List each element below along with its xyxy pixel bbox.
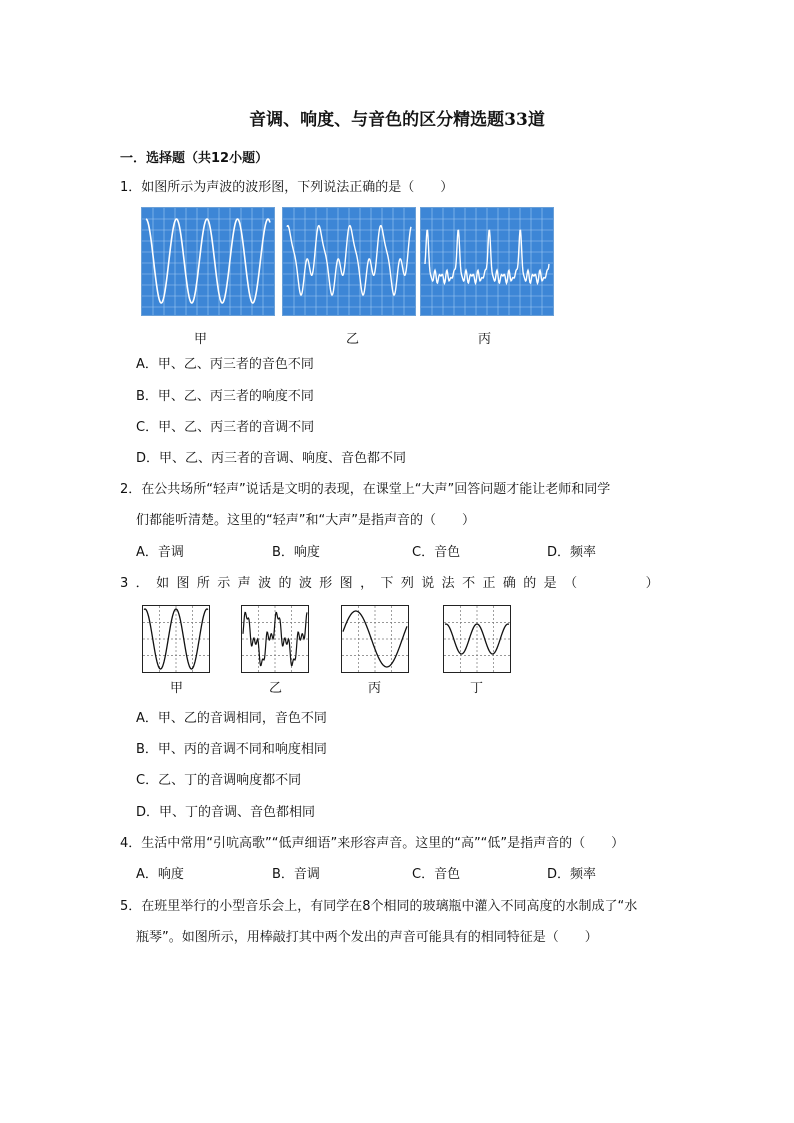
q3-caption-ding: 丁 xyxy=(470,681,484,696)
q4-option-b[interactable]: B．音调 xyxy=(272,867,320,882)
q3-caption-jia: 甲 xyxy=(170,681,184,696)
q4-option-d[interactable]: D．频率 xyxy=(547,867,597,882)
q3-option-c[interactable]: C．乙、丁的音调响度都不同 xyxy=(136,773,302,788)
question-2-stem-line2: 们都能听清楚。这里的“轻声”和“大声”是指声音的（ ） xyxy=(136,513,475,528)
q2-option-b[interactable]: B．响度 xyxy=(272,545,320,560)
q3-caption-yi: 乙 xyxy=(269,681,283,696)
question-5-stem-line2: 瓶琴”。如图所示，用棒敲打其中两个发出的声音可能具有的相同特征是（ ） xyxy=(136,930,598,945)
waveform-panel-yi xyxy=(282,207,416,316)
waveform-box-ding xyxy=(443,605,511,673)
waveform-panel-bing xyxy=(420,207,554,316)
document-title: 音调、响度、与音色的区分精选题33道 xyxy=(249,110,545,130)
q4-option-c[interactable]: C．音色 xyxy=(412,867,461,882)
question-3-stem: 3．如图所示声波的波形图，下列说法不正确的是（ ） xyxy=(120,576,667,591)
caption-yi: 乙 xyxy=(346,332,360,347)
question-4-stem: 4．生活中常用“引吭高歌”“低声细语”来形容声音。这里的“高”“低”是指声音的（ ） xyxy=(120,836,625,851)
q2-option-d[interactable]: D．频率 xyxy=(547,545,597,560)
q3-option-b[interactable]: B．甲、丙的音调不同和响度相同 xyxy=(136,742,327,757)
caption-jia: 甲 xyxy=(194,332,208,347)
q2-option-a[interactable]: A．音调 xyxy=(136,545,184,560)
q2-option-c[interactable]: C．音色 xyxy=(412,545,461,560)
question-2-stem-line1: 2．在公共场所“轻声”说话是文明的表现，在课堂上“大声”回答问题才能让老师和同学 xyxy=(120,482,611,497)
question-5-stem-line1: 5．在班里举行的小型音乐会上，有同学在8个相同的玻璃瓶中灌入不同高度的水制成了“水 xyxy=(120,899,638,914)
q3-option-d[interactable]: D．甲、丁的音调、音色都相同 xyxy=(136,805,316,820)
q1-option-b[interactable]: B．甲、乙、丙三者的响度不同 xyxy=(136,389,314,404)
waveform-box-yi xyxy=(241,605,309,673)
q4-option-a[interactable]: A．响度 xyxy=(136,867,184,882)
waveform-box-jia xyxy=(142,605,210,673)
section-heading: 一．选择题（共12小题） xyxy=(120,151,269,166)
waveform-panel-jia xyxy=(141,207,275,316)
q3-option-a[interactable]: A．甲、乙的音调相同，音色不同 xyxy=(136,711,327,726)
waveform-box-bing xyxy=(341,605,409,673)
q1-option-a[interactable]: A．甲、乙、丙三者的音色不同 xyxy=(136,357,314,372)
caption-bing: 丙 xyxy=(478,332,492,347)
question-1-stem: 1．如图所示为声波的波形图，下列说法正确的是（ ） xyxy=(120,180,454,195)
q1-option-d[interactable]: D．甲、乙、丙三者的音调、响度、音色都不同 xyxy=(136,451,407,466)
q3-caption-bing: 丙 xyxy=(368,681,382,696)
q1-option-c[interactable]: C．甲、乙、丙三者的音调不同 xyxy=(136,420,315,435)
